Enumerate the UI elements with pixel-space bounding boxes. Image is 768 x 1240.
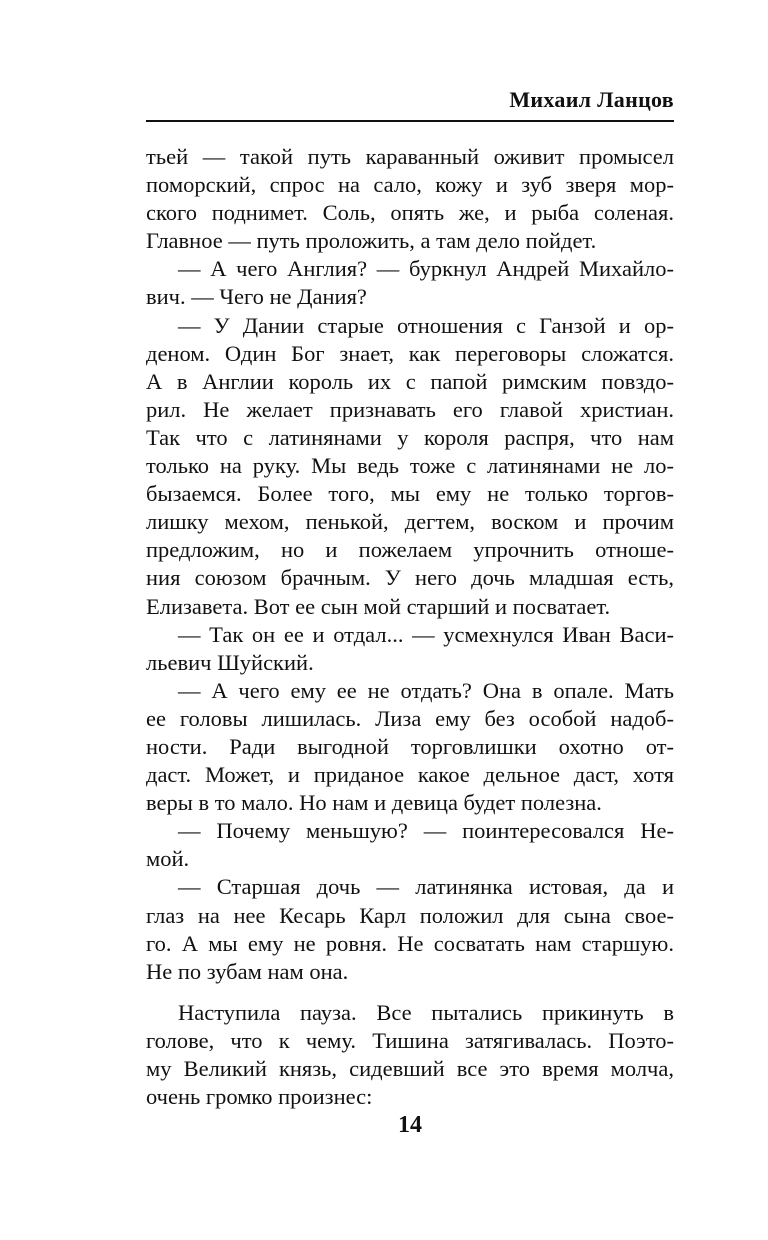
text-line: — Почему меньшую? — поинтересовался Не- [178, 818, 674, 844]
text-line: ния союзом брачным. У него дочь младшая есть, [146, 565, 674, 591]
text-line: голове, что к чему. Тишина затягивалась. Поэто- [146, 1027, 674, 1053]
text-line: А в Англии король их с папой римским повздо- [146, 368, 674, 394]
text-line: Елизавета. Вот ее сын мой старший и посватает. [146, 593, 611, 619]
text-line: вич. — Чего не Дания? [146, 284, 367, 310]
body-text [146, 143, 674, 1111]
text-line: — У Дании старые отношения с Ганзой и ор- [178, 312, 674, 338]
text-line: очень громко произнес: [146, 1084, 373, 1110]
text-line: мой. [146, 846, 190, 872]
page-number: 14 [398, 1112, 422, 1138]
text-line: — А чего Англия? — буркнул Андрей Михайло- [178, 256, 674, 282]
text-line: льевич Шуйский. [146, 649, 314, 675]
text-line: лишку мехом, пенькой, дегтем, воском и прочим [146, 509, 674, 535]
text-line: глаз на нее Кесарь Карл положил для сына свое- [146, 902, 674, 928]
text-line: только на руку. Мы ведь тоже с латинянами не ло- [146, 453, 674, 479]
text-line: ского поднимет. Соль, опять же, и рыба соленая. [146, 200, 674, 226]
text-line: Не по зубам нам она. [146, 958, 349, 984]
text-line: му Великий князь, сидевший все это время молча, [146, 1056, 674, 1081]
text-line: ее головы лишилась. Лиза ему без особой надоб- [146, 705, 674, 731]
text-line: ности. Ради выгодной торговлишки охотно от- [146, 733, 674, 759]
text-line: тьей — такой путь караванный оживит промысел [146, 144, 674, 169]
header-rule [146, 120, 674, 122]
text-line: деном. Один Бог знает, как переговоры сложатся. [146, 340, 674, 366]
text-line: рил. Не желает признавать его главой христиан. [146, 396, 674, 422]
text-line: — Так он ее и отдал... — усмехнулся Иван Васи- [178, 621, 674, 647]
text-line: веры в то мало. Но нам и девица будет полезна. [146, 790, 602, 816]
text-line: предложим, но и пожелаем упрочнить отноше- [146, 537, 674, 563]
text-line: го. А мы ему не ровня. Не сосватать нам старшую. [146, 930, 674, 956]
text-line: Наступила пауза. Все пытались прикинуть в [178, 999, 674, 1025]
text-line: даст. Может, и приданое какое дельное даст, хотя [146, 762, 674, 788]
text-line: — А чего ему ее не отдать? Она в опале. Мать [178, 677, 674, 703]
text-line: Главное — путь проложить, а там дело пойдет. [146, 228, 597, 254]
text-line: Так что с латинянами у короля распря, что нам [146, 424, 674, 450]
text-line: — Старшая дочь — латинянка истовая, да и [178, 874, 674, 900]
running-header-author: Михаил Ланцов [509, 87, 674, 112]
text-line: бызаемся. Более того, мы ему не только торгов- [146, 481, 674, 507]
text-line: поморский, спрос на сало, кожу и зуб зверя мор- [146, 172, 674, 198]
